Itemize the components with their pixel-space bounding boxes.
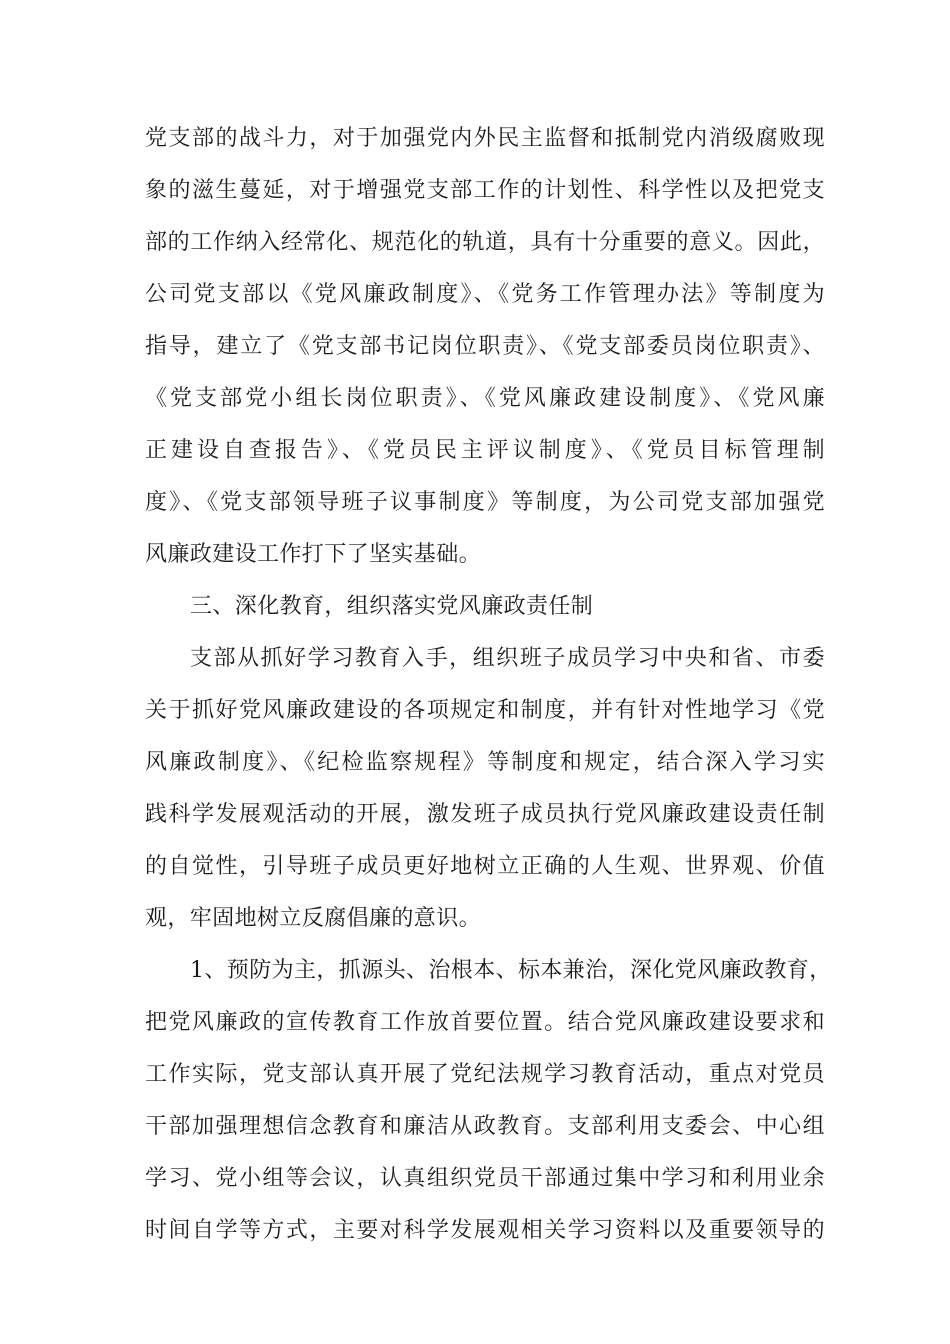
paragraph-line-15: 的自觉性，引导班子成员更好地树立正确的人生观、世界观、价值 — [145, 854, 825, 879]
paragraph-line-2: 象的滋生蔓延，对于增强党支部工作的计划性、科学性以及把党支 — [145, 178, 825, 203]
paragraph-line-21: 学习、党小组等会议，认真组织党员干部通过集中学习和利用业余 — [145, 1166, 825, 1191]
paragraph-line-1: 党支部的战斗力，对于加强党内外民主监督和抵制党内消级腐败现 — [145, 126, 825, 151]
paragraph-line-16: 观，牢固地树立反腐倡廉的意识。 — [145, 906, 482, 931]
paragraph-line-6: 《党支部党小组长岗位职责》、《党风廉政建设制度》、《党风廉 — [145, 386, 825, 411]
paragraph-line-19: 工作实际，党支部认真开展了党纪法规学习教育活动，重点对党员 — [145, 1062, 825, 1087]
paragraph-line-3: 部的工作纳入经常化、规范化的轨道，具有十分重要的意义。因此， — [145, 230, 825, 255]
paragraph-line-4: 公司党支部以《党风廉政制度》、《党务工作管理办法》等制度为 — [145, 282, 825, 307]
paragraph-line-9: 风廉政建设工作打下了坚实基础。 — [145, 542, 482, 567]
section-heading: 三、深化教育，组织落实党风廉政责任制 — [190, 594, 594, 619]
paragraph-line-8: 度》、《党支部领导班子议事制度》等制度，为公司党支部加强党 — [145, 490, 825, 515]
paragraph-line-20: 干部加强理想信念教育和廉洁从政教育。支部利用支委会、中心组 — [145, 1114, 825, 1139]
paragraph-line-14: 践科学发展观活动的开展，激发班子成员执行党风廉政建设责任制 — [145, 802, 825, 827]
paragraph-line-12: 关于抓好党风廉政建设的各项规定和制度，并有针对性地学习《党 — [145, 698, 825, 723]
paragraph-line-13: 风廉政制度》、《纪检监察规程》等制度和规定，结合深入学习实 — [145, 750, 825, 775]
paragraph-line-5: 指导，建立了《党支部书记岗位职责》、《党支部委员岗位职责》、 — [145, 334, 825, 359]
paragraph-line-7: 正建设自查报告》、《党员民主评议制度》、《党员目标管理制 — [145, 438, 825, 463]
paragraph-line-22: 时间自学等方式，主要对科学发展观相关学习资料以及重要领导的 — [145, 1218, 825, 1243]
paragraph-line-17: 1、预防为主，抓源头、治根本、标本兼治，深化党风廉政教育， — [190, 958, 832, 983]
paragraph-line-18: 把党风廉政的宣传教育工作放首要位置。结合党风廉政建设要求和 — [145, 1010, 825, 1035]
paragraph-line-11: 支部从抓好学习教育入手，组织班子成员学习中央和省、市委 — [190, 646, 825, 671]
